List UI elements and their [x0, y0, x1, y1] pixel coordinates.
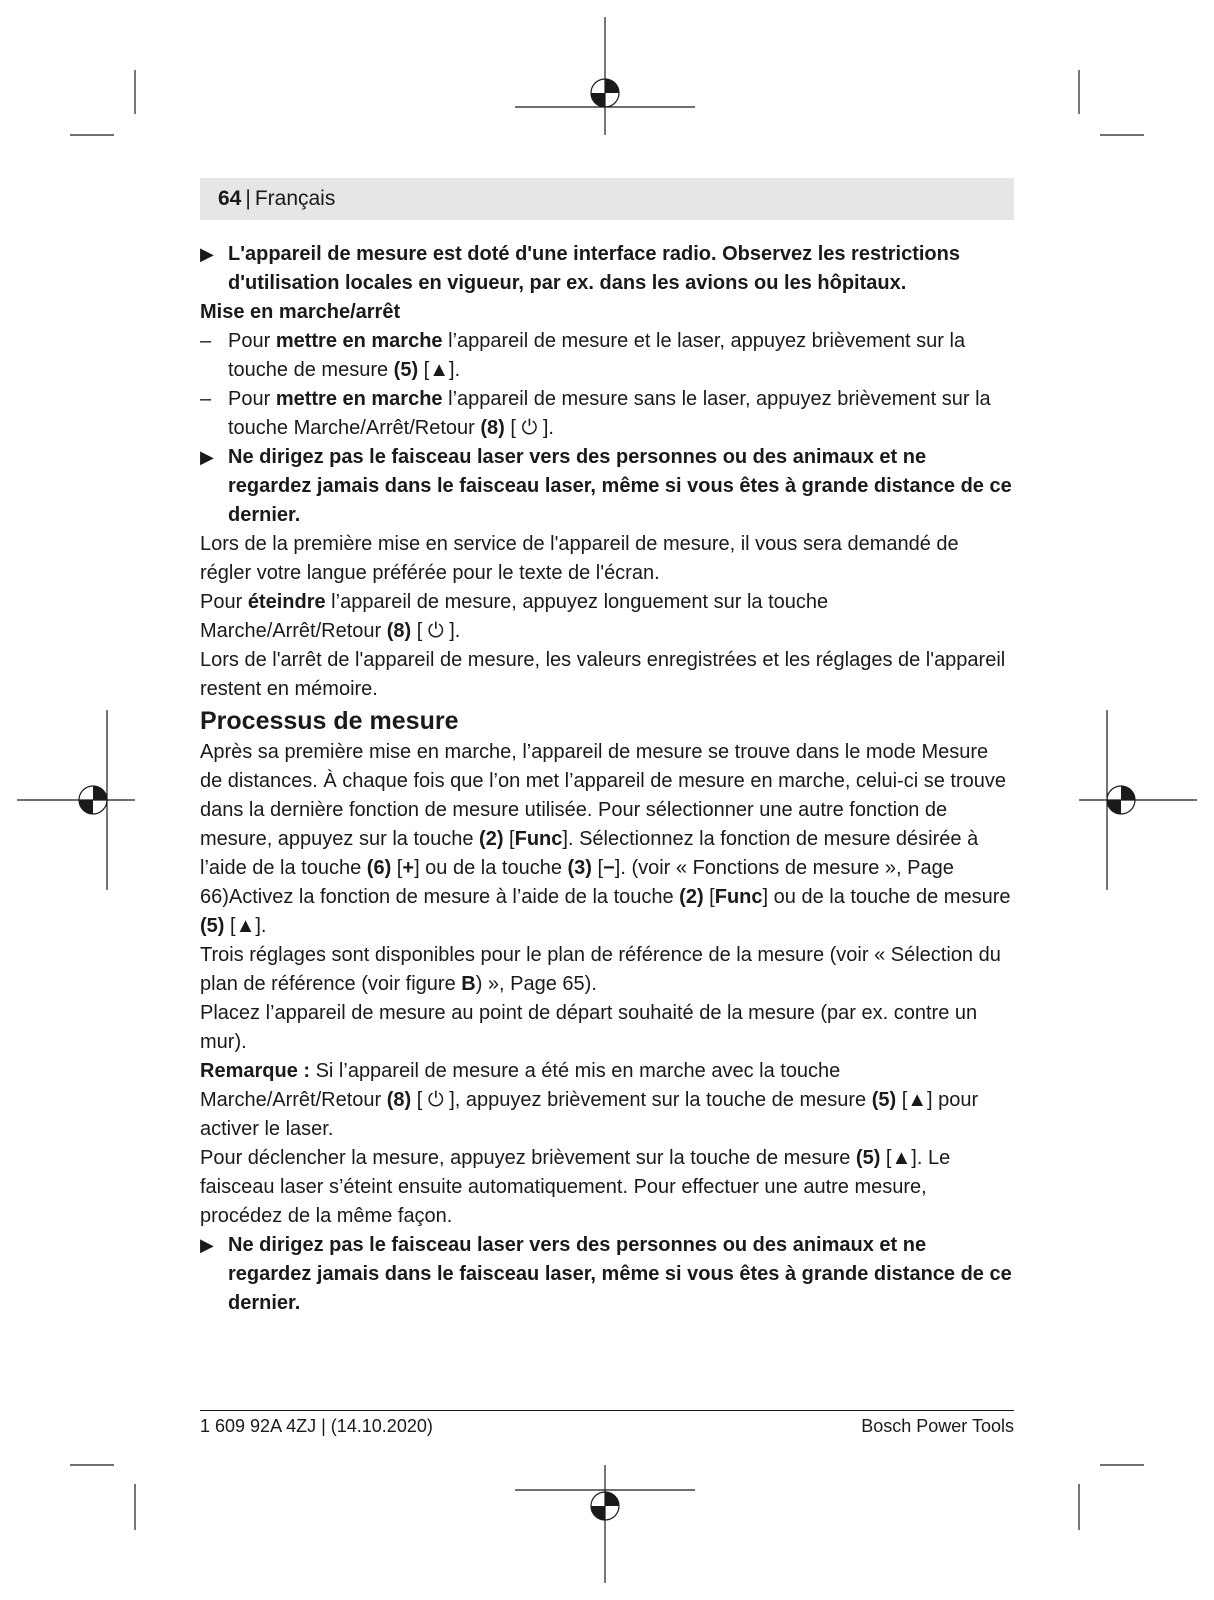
warning-bullet-icon: ▶ [200, 447, 214, 467]
section-title-measure: Processus de mesure [200, 707, 459, 735]
page-content [200, 240, 1014, 1318]
paragraph-memory: Lors de l'arrêt de l'appareil de mesure, les valeurs enregistrées et les réglages de l'appareil restent en mémoire. [200, 649, 1006, 700]
paragraph-measure-mode: Après sa première mise en marche, l’appareil de mesure se trouve dans le mode Mesure de distances. À chaque fois que l’on met l’appareil de mesure en marche, celui-ci se trouve dans la dernière fonction de mesure utilisée. Pour sélectionner une autre fonction de mesure, appuyez sur la touche (2) [Func]. Sélectionnez la fonction de mesure désirée à l’aide de la touche (6) [+] ou de la touche (3) [−]. (voir « Fonctions de mesure », Page 66)Activez la fonction de mesure à l’aide de la touche (2) [Func] ou de la touche de mesure (5) [▲]. [200, 741, 1011, 937]
footer-brand: Bosch Power Tools [861, 1416, 1014, 1436]
footer-rule [200, 1410, 1014, 1411]
paragraph-first-use: Lors de la première mise en service de l'appareil de mesure, il vous sera demandé de régler votre langue préférée pour le texte de l'écran. [200, 533, 959, 584]
dash-bullet: – [200, 330, 212, 352]
list-item-power-on-no-laser: – Pour mettre en marche l’appareil de mesure sans le laser, appuyez brièvement sur la touche Marche/Arrêt/Retour (8) [ ⏻ ]. [200, 385, 1014, 443]
paragraph-power-off: Pour éteindre l’appareil de mesure, appuyez longuement sur la touche Marche/Arrêt/Retour (8) [ ⏻ ]. [200, 591, 829, 642]
page-header [200, 178, 1014, 220]
warning-laser-eyes [200, 443, 1014, 530]
warning-bullet-icon: ▶ [200, 1235, 214, 1255]
paragraph-placement: Placez l’appareil de mesure au point de départ souhaité de la mesure (par ex. contre un mur). [200, 1002, 978, 1053]
header-separator: | [245, 187, 251, 210]
warning-laser-eyes-2 [200, 1231, 1014, 1318]
warning-radio-interface [200, 240, 1014, 298]
dash-bullet: – [200, 388, 212, 410]
page-number: 64 [218, 187, 242, 210]
paragraph-trigger: Pour déclencher la mesure, appuyez brièvement sur la touche de mesure (5) [▲]. Le faisceau laser s’éteint ensuite automatiquement. Pour effectuer une autre mesure, procédez de la même façon. [200, 1147, 951, 1227]
footer-document-id: 1 609 92A 4ZJ | (14.10.2020) [200, 1416, 433, 1436]
section-title-power: Mise en marche/arrêt [200, 301, 401, 323]
warning-bullet-icon: ▶ [200, 244, 214, 264]
warning-text: Ne dirigez pas le faisceau laser vers des personnes ou des animaux et ne regardez jamais dans le faisceau laser, même si vous êtes à grande distance de ce dernier. [228, 446, 1012, 526]
page-footer [200, 1414, 1014, 1438]
paragraph-reference-plane: Trois réglages sont disponibles pour le plan de référence de la mesure (voir « Sélection du plan de référence (voir figure B) », Page 65). [200, 944, 1001, 995]
warning-text: Ne dirigez pas le faisceau laser vers des personnes ou des animaux et ne regardez jamais dans le faisceau laser, même si vous êtes à grande distance de ce dernier. [228, 1234, 1012, 1314]
list-item-power-on-laser: – Pour mettre en marche l’appareil de mesure et le laser, appuyez brièvement sur la touche de mesure (5) [▲]. [200, 327, 1014, 385]
warning-text: L'appareil de mesure est doté d'une interface radio. Observez les restrictions d'utilisation locales en vigueur, par ex. dans les avions ou les hôpitaux. [228, 243, 960, 294]
header-language: Français [254, 187, 336, 210]
paragraph-note: Remarque : Si l’appareil de mesure a été mis en marche avec la touche Marche/Arrêt/Retour (8) [ ⏻ ], appuyez brièvement sur la touche de mesure (5) [▲] pour activer le laser. [200, 1060, 979, 1140]
